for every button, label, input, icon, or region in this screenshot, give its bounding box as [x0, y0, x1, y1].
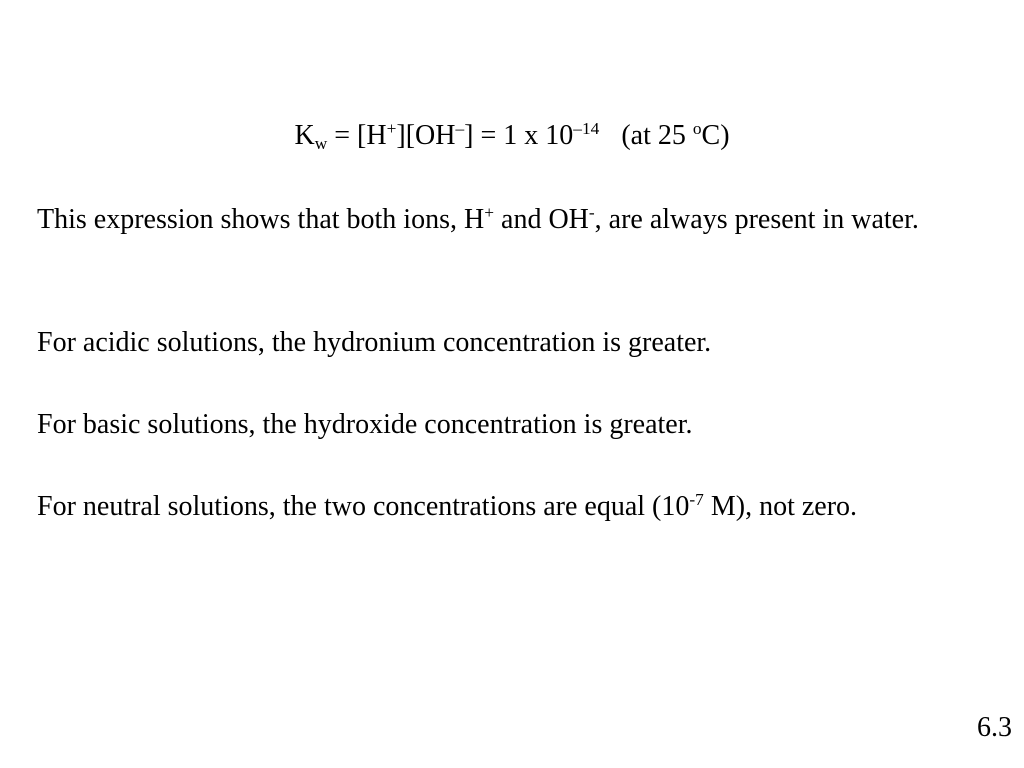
paragraph-acidic: For acidic solutions, the hydronium concentration is greater.: [37, 327, 712, 358]
eq-condition-pre: (at 25: [621, 120, 693, 151]
p1-text-b: and OH: [494, 204, 589, 235]
eq-oh-charge: –: [455, 119, 465, 139]
slide-number: 6.3: [977, 712, 1012, 743]
eq-k: K: [294, 120, 315, 151]
eq-condition-post: C): [701, 120, 730, 151]
p1-text-a: This expression shows that both ions, H: [37, 204, 485, 235]
paragraph-ions-present: [37, 199, 997, 240]
eq-k-subscript: w: [314, 134, 328, 154]
p1-oh-charge: -: [588, 203, 595, 223]
eq-part-2: ][OH: [396, 120, 456, 151]
p1-h-charge: +: [484, 203, 495, 223]
p4-text-a: For neutral solutions, the two concentrations are equal (10: [37, 491, 690, 522]
p1-text-c: , are always present in water.: [594, 204, 919, 235]
eq-h-charge: +: [386, 119, 397, 139]
eq-part-3: ] = 1 x 10: [464, 120, 574, 151]
eq-exponent: –14: [573, 119, 600, 139]
eq-part-1: = [H: [327, 120, 387, 151]
paragraph-basic: For basic solutions, the hydroxide concentration is greater.: [37, 409, 693, 440]
eq-degree: o: [692, 119, 702, 139]
p4-text-b: M), not zero.: [703, 491, 858, 522]
paragraph-neutral: [37, 486, 997, 527]
kw-equation: [0, 116, 1024, 156]
p4-exponent: -7: [689, 490, 704, 510]
